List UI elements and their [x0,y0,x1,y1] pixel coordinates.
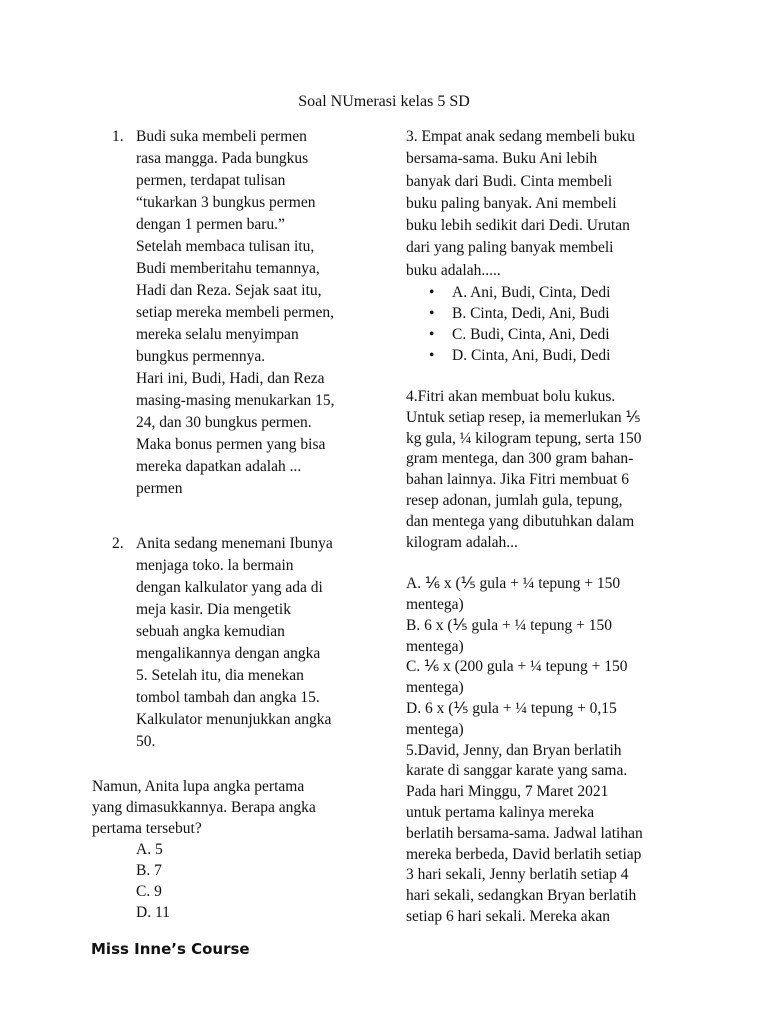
question-text-line: hari sekali, sedangkan Bryan berlatih [406,887,637,905]
question-text-line: dengan kalkulator yang ada di [136,579,323,596]
question-text-line: sebuah angka kemudian [136,623,285,640]
question-text-line: buku adalah..... [406,261,501,279]
question-text-line: 5.David, Jenny, dan Bryan berlatih [406,741,622,759]
question-1 [92,126,372,500]
bullet-icon: • [429,284,435,302]
answer-option: D. 11 [136,904,170,921]
question-text-line: Pada hari Minggu, 7 Maret 2021 [406,783,609,801]
answer-option-continuation: mentega) [406,637,464,655]
answer-option [406,324,681,345]
question-text-line: bahan lainnya. Jika Fitri membuat 6 [406,471,629,489]
question-text-line: Budi memberitahu temannya, [136,260,320,277]
question-text-line: buku paling banyak. Ani membeli [406,194,617,212]
question-text-line: permen [136,480,183,497]
answer-option-label: B. Cinta, Dedi, Ani, Budi [452,305,610,323]
question-2-first-line [92,533,372,555]
question-text-line: Maka bonus permen yang bisa [136,436,326,453]
answer-option: D. 6 x (⅕ gula + ¼ tepung + 0,15 [406,700,617,718]
answer-option-label: A. Ani, Budi, Cinta, Dedi [452,284,611,302]
question-text-line: karate di sanggar karate yang sama. [406,762,628,780]
question-text-line: menjaga toko. la bermain [136,557,294,574]
question-text-line: 3. Empat anak sedang membeli buku [406,128,635,145]
question-text-line: dengan 1 permen baru.” [136,216,285,233]
question-4 [406,387,681,741]
question-text-line: bersama-sama. Buku Ani lebih [406,150,598,168]
answer-option-continuation: mentega) [406,596,464,614]
question-1-first-line [92,126,372,148]
answer-option: C. 9 [136,883,162,900]
question-text-line: tombol tambah dan angka 15. [136,689,320,706]
question-text-line: yang dimasukkannya. Berapa angka [92,799,316,816]
question-text-line: permen, terdapat tulisan [136,172,286,189]
question-text-line: Budi suka membeli permen [136,128,307,145]
footer-course-name: Miss Inne’s Course [91,940,250,958]
answer-option [406,282,681,303]
question-text-line: Anita sedang menemani Ibunya [136,535,333,552]
bullet-icon: • [429,305,435,323]
question-text-line: Setelah membaca tulisan itu, [136,238,315,255]
question-text-line: Untuk setiap resep, ia memerlukan ⅕ [406,408,641,426]
answer-option-continuation: mentega) [406,679,464,697]
question-text-line: mengalikannya dengan angka [136,645,321,662]
question-text-line: meja kasir. Dia mengetik [136,601,291,618]
question-text-line: untuk pertama kalinya mereka [406,804,595,822]
answer-option-continuation: mentega) [406,720,464,738]
question-text-line: mereka dapatkan adalah ... [136,458,302,475]
question-text-line: mereka selalu menyimpan [136,326,299,343]
answer-option: C. ⅙ x (200 gula + ¼ tepung + 150 [406,658,628,676]
question-text-line: kilogram adalah... [406,533,518,551]
question-text-line: mereka berbeda, David berlatih setiap [406,845,642,863]
question-text-line: rasa mangga. Pada bungkus [136,150,309,167]
question-text-line: gram mentega, dan 300 gram bahan- [406,450,634,468]
question-text-line: Hari ini, Budi, Hadi, dan Reza [136,370,325,387]
answer-option: A. 5 [136,841,163,858]
question-text-line: 24, dan 30 bungkus permen. [136,414,312,431]
answer-option: B. 7 [136,862,162,879]
question-text-line: 4.Fitri akan membuat bolu kukus. [406,388,616,406]
bullet-icon: • [429,347,435,365]
question-text-line: Hadi dan Reza. Sejak saat itu, [136,282,322,299]
question-text-line: setiap mereka membeli permen, [136,304,334,321]
question-2-number: 2. [112,535,124,552]
question-text-line: “tukarkan 3 bungkus permen [136,194,316,211]
question-text-line: Namun, Anita lupa angka pertama [92,778,305,795]
question-2 [92,533,372,923]
question-text-line: Kalkulator menunjukkan angka [136,711,332,728]
question-text-line: 50. [136,733,156,750]
answer-option: B. 6 x (⅕ gula + ¼ tepung + 150 [406,616,613,634]
question-text-line: bungkus permennya. [136,348,266,365]
answer-option [406,303,681,324]
page-title: Soal NUmerasi kelas 5 SD [298,93,470,110]
question-text-line: setiap 6 hari sekali. Mereka akan [406,908,610,925]
question-text-line: 3 hari sekali, Jenny berlatih setiap 4 [406,866,629,884]
answer-option-label: D. Cinta, Ani, Budi, Dedi [452,347,611,365]
question-text-line: kg gula, ¼ kilogram tepung, serta 150 [406,429,642,447]
answer-option [406,345,681,366]
question-text-line: berlatih bersama-sama. Jadwal latihan [406,824,643,842]
answer-option-label: C. Budi, Cinta, Ani, Dedi [452,326,610,344]
question-1-number: 1. [112,128,124,145]
bullet-icon: • [429,326,435,344]
left-column [92,126,372,923]
question-text-line: dari yang paling banyak membeli [406,239,614,257]
question-text-line: buku lebih sedikit dari Dedi. Urutan [406,217,630,235]
answer-option: A. ⅙ x (⅕ gula + ¼ tepung + 150 [406,575,621,593]
question-text-line: resep adonan, jumlah gula, tepung, [406,492,623,510]
question-text-line: masing-masing menukarkan 15, [136,392,335,409]
question-text-line: 5. Setelah itu, dia menekan [136,667,304,684]
question-3 [406,126,681,366]
question-text-line: dan mentega yang dibutuhkan dalam [406,512,635,530]
question-text-line: banyak dari Budi. Cinta membeli [406,172,613,190]
right-column [406,126,681,928]
question-text-line: pertama tersebut? [92,820,202,837]
question-5 [406,741,681,928]
